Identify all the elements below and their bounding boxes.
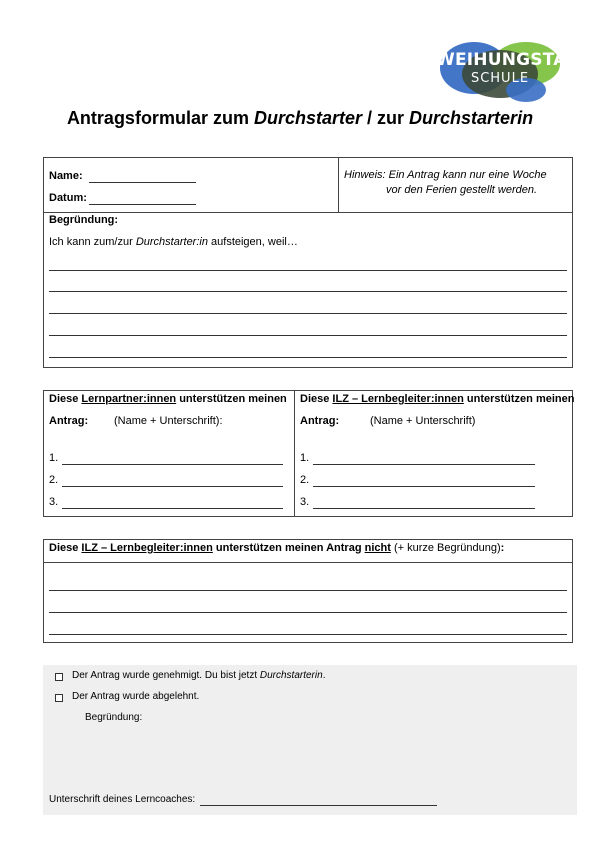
reason-line-2[interactable] — [49, 291, 567, 292]
section1-divider-horizontal — [43, 212, 573, 213]
opposition-underlined-2: nicht — [364, 542, 391, 554]
reason-line-4[interactable] — [49, 335, 567, 336]
decision-reason-label: Begründung: — [85, 712, 143, 723]
approved-suffix: . — [322, 670, 326, 681]
partner-number-1: 1. — [49, 452, 59, 464]
title-italic-1: Durchstarter — [253, 108, 363, 128]
title-prefix: Antragsformular zum — [66, 108, 254, 128]
opposition-mid: unterstützen meinen Antrag — [212, 542, 365, 554]
partners-heading-pre: Diese — [49, 393, 82, 405]
opposition-section — [43, 539, 573, 643]
reason-line-1[interactable] — [49, 270, 567, 271]
ilz-note: (Name + Unterschrift) — [370, 415, 476, 427]
school-logo — [436, 34, 578, 106]
logo-text-line2: SCHULE — [470, 71, 530, 86]
reason-sentence — [49, 236, 298, 248]
opposition-line-1[interactable] — [49, 590, 567, 591]
date-label: Datum: — [49, 192, 87, 204]
ilz-heading-underlined: ILZ – Lernbegleiter:innen — [332, 393, 464, 405]
ilz-field-3[interactable] — [313, 508, 535, 509]
section1-divider-vertical — [338, 157, 339, 212]
hint-line-2: vor den Ferien gestellt werden. — [386, 184, 538, 196]
opposition-line-2[interactable] — [49, 612, 567, 613]
ilz-heading-pre: Diese — [300, 393, 333, 405]
section3-divider — [43, 562, 573, 563]
ilz-antrag-label: Antrag: — [300, 415, 340, 427]
title-middle: / zur — [362, 108, 410, 128]
ilz-number-1: 1. — [300, 452, 310, 464]
partner-field-1[interactable] — [62, 464, 283, 465]
partners-antrag-label: Antrag: — [49, 415, 89, 427]
ilz-heading-post: unterstützen meinen — [463, 393, 575, 405]
ilz-field-1[interactable] — [313, 464, 535, 465]
ilz-number-3: 3. — [300, 496, 310, 508]
ilz-heading — [300, 393, 574, 405]
name-field[interactable] — [89, 182, 196, 183]
reason-suffix: aufsteigen, weil… — [207, 236, 298, 248]
opposition-heading — [49, 542, 504, 554]
approved-italic: Durchstarterin — [259, 670, 323, 681]
reason-line-3[interactable] — [49, 313, 567, 314]
signature-field[interactable] — [200, 805, 437, 806]
opposition-note: (+ kurze Begründung) — [390, 542, 501, 554]
signature-label: Unterschrift deines Lerncoaches: — [49, 794, 196, 805]
reason-italic: Durchstarter:in — [135, 236, 208, 248]
name-label: Name: — [49, 170, 83, 182]
approved-checkbox[interactable] — [55, 673, 63, 681]
reason-line-5[interactable] — [49, 357, 567, 358]
opposition-underlined-1: ILZ – Lernbegleiter:innen — [81, 542, 213, 554]
partners-note: (Name + Unterschrift): — [114, 415, 223, 427]
partner-field-2[interactable] — [62, 486, 283, 487]
opposition-pre: Diese — [49, 542, 82, 554]
partners-heading — [49, 393, 287, 405]
page-title — [0, 108, 600, 129]
logo-text-line1: WEIHUNGSTAL — [436, 50, 578, 70]
opposition-colon: : — [500, 542, 505, 554]
rejected-checkbox[interactable] — [55, 694, 63, 702]
section2-divider — [294, 390, 295, 517]
decision-section — [43, 665, 577, 815]
ilz-number-2: 2. — [300, 474, 310, 486]
partner-number-2: 2. — [49, 474, 59, 486]
opposition-line-3[interactable] — [49, 634, 567, 635]
partners-heading-post: unterstützen meinen — [176, 393, 287, 405]
partner-field-3[interactable] — [62, 508, 283, 509]
approved-prefix: Der Antrag wurde genehmigt. Du bist jetzt — [72, 670, 260, 681]
date-field[interactable] — [89, 204, 196, 205]
rejected-text: Der Antrag wurde abgelehnt. — [72, 691, 200, 702]
hint-line-1: Hinweis: Ein Antrag kann nur eine Woche — [344, 169, 547, 181]
title-italic-2: Durchstarterin — [409, 108, 534, 128]
logo-graphic — [436, 34, 578, 106]
approved-text — [72, 670, 325, 681]
partners-heading-underlined: Lernpartner:innen — [81, 393, 177, 405]
ilz-field-2[interactable] — [313, 486, 535, 487]
reason-label: Begründung: — [49, 214, 119, 226]
partner-number-3: 3. — [49, 496, 59, 508]
reason-prefix: Ich kann zum/zur — [49, 236, 136, 248]
